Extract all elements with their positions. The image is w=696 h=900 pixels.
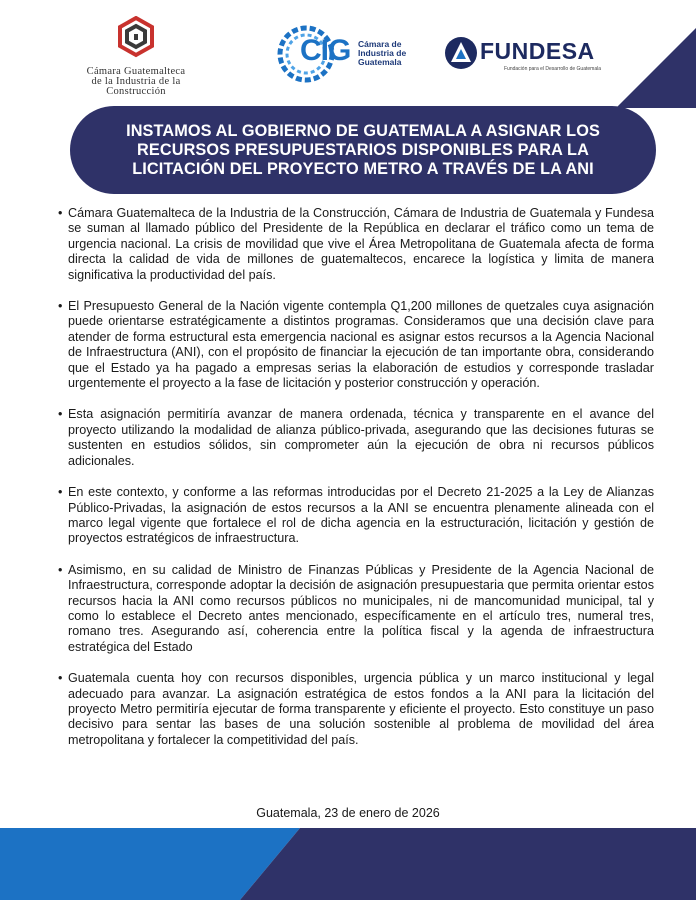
cig-sub-line-2: Industria de — [358, 48, 407, 58]
title-banner — [70, 106, 656, 194]
logo-row — [0, 0, 696, 110]
paragraph-2: • El Presupuesto General de la Nación vigente contempla Q1,200 millones de quetzales cuya asignación puede orientarse estratégicamente a distintos programas. Consideramos que una decisión clave para atender de forma estructural esta emergencia nacional es asignar estos recursos a la Agencia Nacional de Infraestructura (ANI), con el propósito de financiar la ejecución de tan importante obra, considerando que el Estado ya ha pagado a empresas serias la elaboración de estudios y corresponde trasladar urgentemente el proyecto a la fase de licitación y posterior construcción y operación. — [58, 299, 654, 391]
cgic-emblem-icon — [118, 16, 154, 60]
paragraph-5: • Asimismo, en su calidad de Ministro de Finanzas Públicas y Presidente de la Agencia Nacional de Infraestructura, corresponde adoptar la decisión de asignación presupuestaria que permita orientar estos recursos hacia la ANI como recursos públicos no municipales, ni de mancomunidad municipal, tal y como lo establece el Decreto antes mencionado, específicamente en el artículo tres, numeral tres, romano tres. Asegurando así, coherencia entre la política fiscal y la agenda de infraestructura estratégica del Estado — [58, 563, 654, 655]
page-title: INSTAMOS AL GOBIERNO DE GUATEMALA A ASIGNAR LOS RECURSOS PRESUPUESTARIOS DISPONIBLES PARA LA LICITACIÓN DEL PROYECTO METRO A TRAVÉS DE LA ANI — [126, 121, 600, 178]
footer-decoration — [0, 828, 696, 900]
cig-sub-line-1: Cámara de — [358, 39, 402, 49]
cgic-text-line-3: Construcción — [106, 86, 166, 97]
cig-logo — [276, 24, 416, 84]
paragraph-3: • Esta asignación permitiría avanzar de manera ordenada, técnica y transparente en el avance del proyecto utilizando la modalidad de alianza público-privada, asegurando que las decisiones futuras se sustenten en estudios sólidos, sin comprometer aún la ejecución de obra ni recursos públicos adicionales. — [58, 407, 654, 469]
paragraph-6: • Guatemala cuenta hoy con recursos disponibles, urgencia pública y un marco institucional y legal adecuado para avanzar. La asignación estratégica de estos fondos a la ANI para la licitación del proyecto Metro permitiría ejecutar de forma transparente y eficiente el proyecto. Esto constituye un paso decisivo para sentar las bases de una solución sostenible al problema de movilidad del área metropolitana y fortalecer la competitividad del país. — [58, 671, 654, 748]
cgic-text-line-2: de la Industria de la — [91, 76, 181, 87]
fundesa-wordmark: FUNDESA — [480, 38, 595, 64]
paragraph-4: • En este contexto, y conforme a las reformas introducidas por el Decreto 21-2025 a la Ley de Alianzas Público-Privadas, la asignación de estos recursos a la ANI se encuentra plenamente alineada con el marco legal vigente que fortalece el rol de dicha agencia en la estructuración, licitación y gestión de proyectos estratégicos de infraestructura. — [58, 485, 654, 547]
fundesa-emblem-icon — [444, 36, 478, 70]
fundesa-logo — [444, 36, 644, 76]
date-line: Guatemala, 23 de enero de 2026 — [256, 806, 440, 820]
cig-wordmark: CIG — [300, 34, 351, 67]
cgic-logo — [56, 16, 216, 97]
fundesa-tagline: Fundación para el Desarrollo de Guatemala — [504, 66, 601, 72]
paragraph-1: • Cámara Guatemalteca de la Industria de la Construcción, Cámara de Industria de Guatemala y Fundesa se suman al llamado público del Presidente de la República en declarar el tráfico como un tema de urgencia nacional. La crisis de movilidad que vive el Área Metropolitana de Guatemala afecta de forma directa la calidad de vida de millones de guatemaltecos, encarece la logística y limita de manera significativa la productividad del país. — [58, 206, 654, 283]
cgic-text-line-1: Cámara Guatemalteca — [86, 66, 186, 77]
cig-sub-line-3: Guatemala — [358, 57, 402, 67]
statement-body — [58, 206, 654, 764]
